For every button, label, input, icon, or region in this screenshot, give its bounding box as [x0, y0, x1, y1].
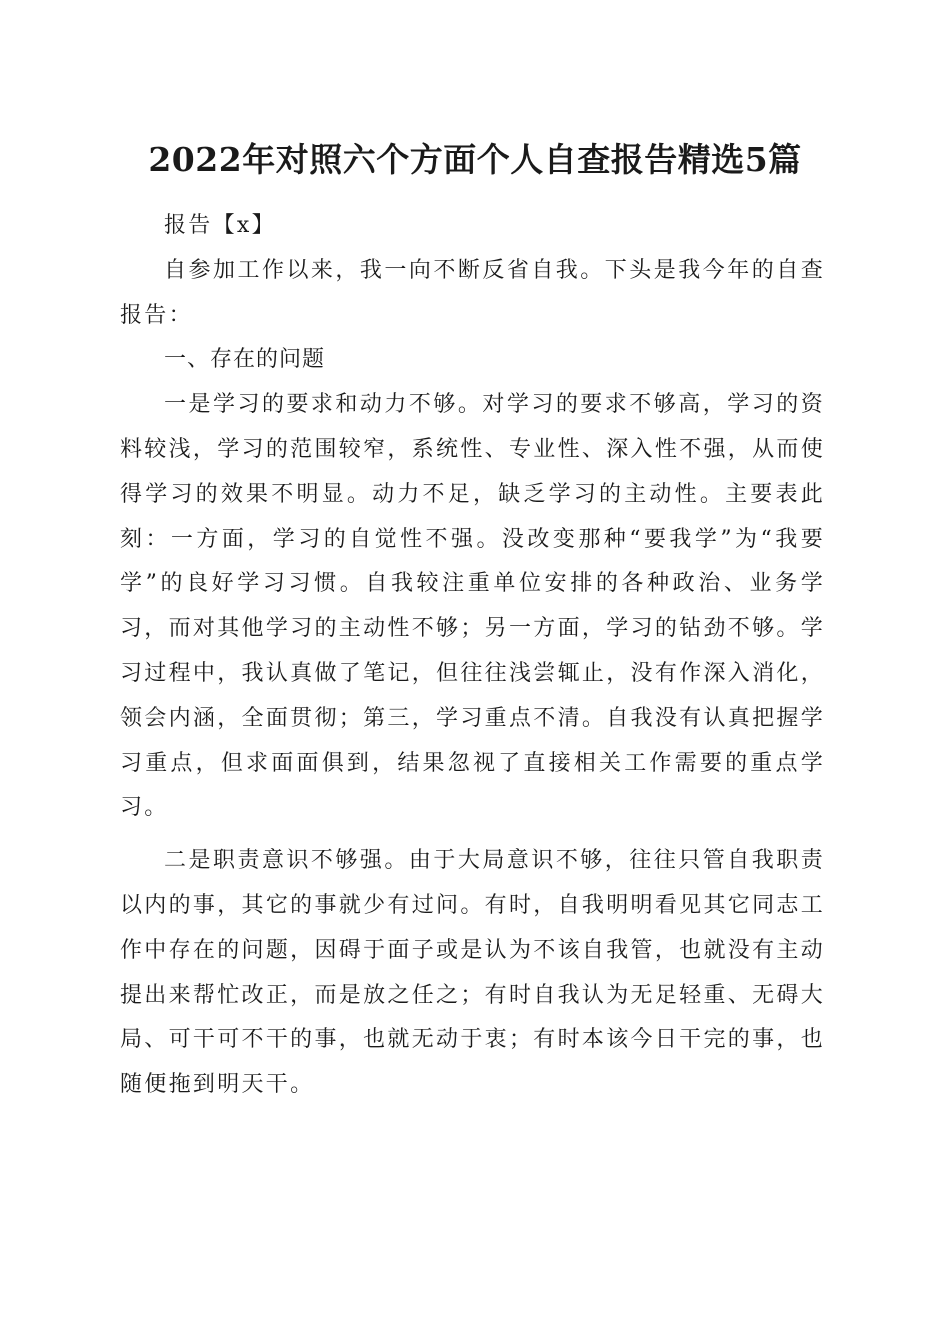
paragraph-1-lead: 一是学习的要求和动力不够。	[164, 392, 483, 418]
paragraph-1-text: 对学习的要求不够高，学习的资料较浅，学习的范围较窄，系统性、专业性、深入性不强，从而使得学习的效果不明显。动力不足，缺乏学习的主动性。主要表此刻：一方面，学习的自觉性不强。没改变那种“要我学”为“我要学”的良好学习习惯。自我较注重单位安排的各种政治、业务学习，而对其他学习的主动性不够；另一方面，学习的钻劲不够。学习过程中，我认真做了笔记，但往往浅尝辄止，没有作深入消化，领会内涵，全面贯彻；第三，学习重点不清。自我没有认真把握学习重点，但求面面俱到，结果忽视了直接相关工作需要的重点学习。	[120, 392, 826, 821]
section-heading: 一、存在的问题	[164, 347, 326, 373]
paragraph-2-text: 由于大局意识不够，往往只管自我职责以内的事，其它的事就少有过问。有时，自我明明看见其它同志工作中存在的问题，因碍于面子或是认为不该自我管，也就没有主动提出来帮忙改正，而是放之任之；有时自我认为无足轻重、无碍大局、可干可不干的事，也就无动于衷；有时本该今日干完的事，也随便拖到明天干。	[120, 848, 825, 1098]
document-title: 2022年对照六个方面个人自查报告精选5篇	[148, 140, 802, 179]
report-label: 报告【x】	[164, 213, 276, 238]
paragraph-1	[120, 383, 825, 831]
paragraph-2	[120, 839, 825, 1108]
document-body	[120, 204, 825, 1108]
paragraph-2-lead: 二是职责意识不够强。	[164, 848, 409, 874]
intro-paragraph: 自参加工作以来，我一向不断反省自我。下头是我今年的自查报告：	[120, 257, 825, 328]
